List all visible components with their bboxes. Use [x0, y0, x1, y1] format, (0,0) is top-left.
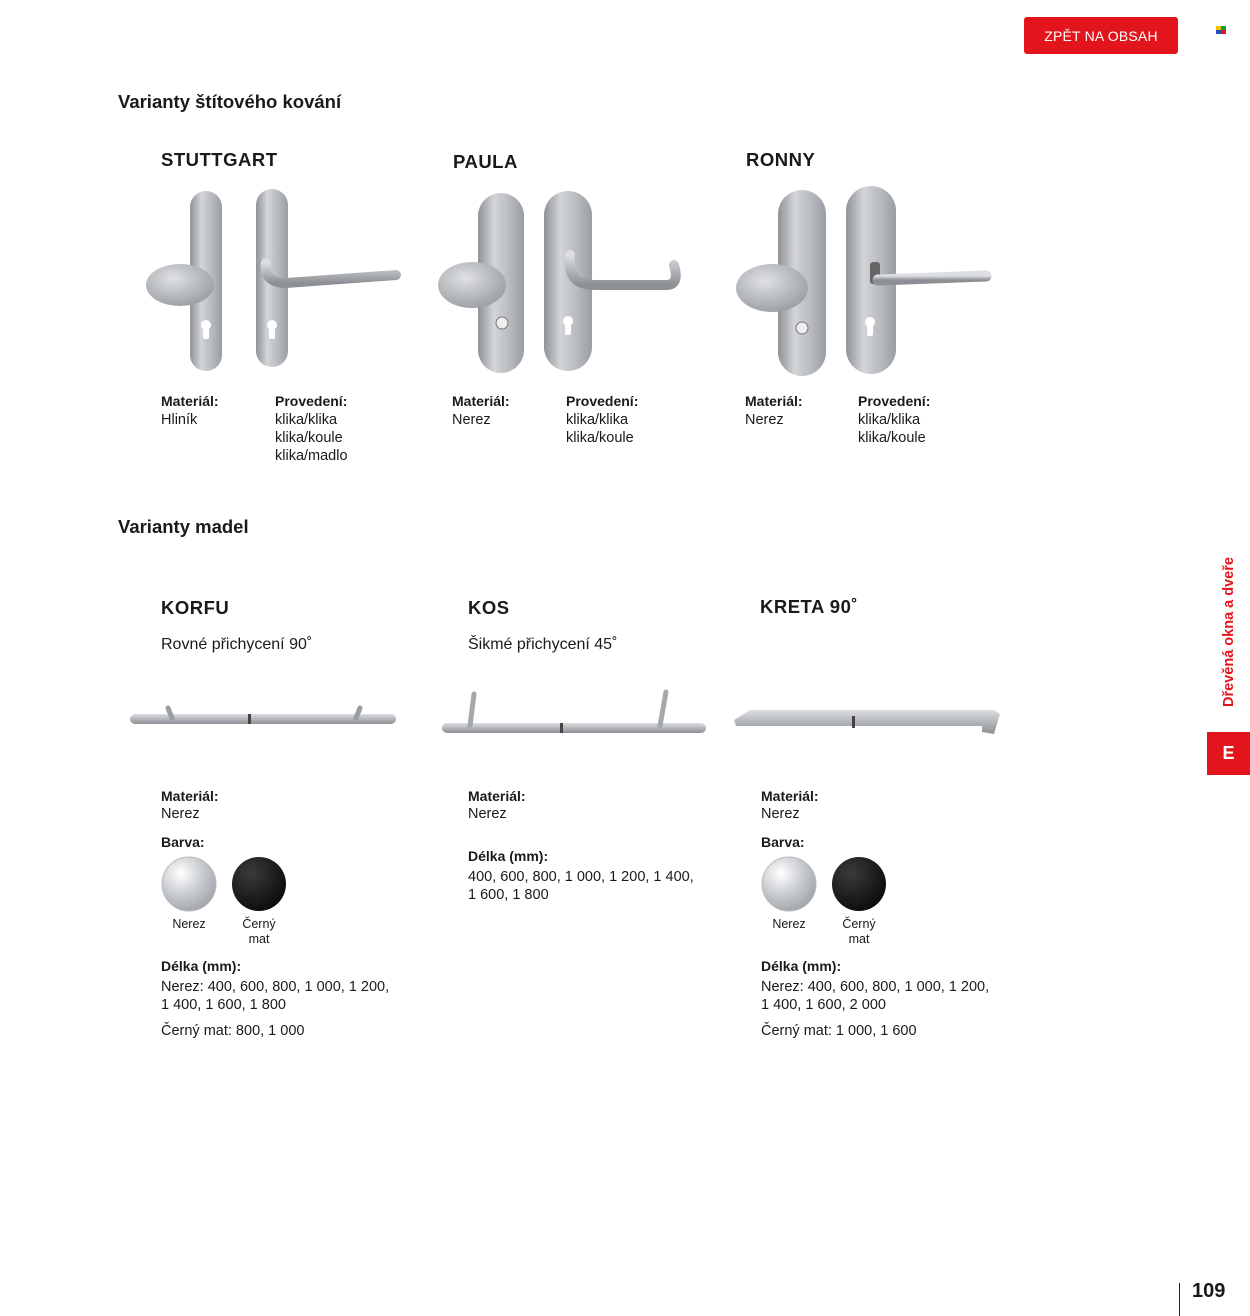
stuttgart-finish-2: klika/koule — [275, 430, 343, 446]
kreta-material-value: Nerez — [761, 806, 800, 822]
kreta-swatch-nerez-label: Nerez — [772, 917, 806, 931]
kreta-swatch-black — [831, 856, 887, 912]
ronny-finish-1: klika/klika — [858, 412, 921, 428]
kreta-swatch-nerez — [761, 856, 817, 912]
stuttgart-material-label: Materiál: — [161, 393, 219, 409]
korfu-swatch-black-label: Černý mat — [242, 917, 276, 946]
paula-finish-2: klika/koule — [566, 430, 634, 446]
product-title-stuttgart: STUTTGART — [161, 149, 278, 170]
ronny-material-value: Nerez — [745, 412, 784, 428]
korfu-mount-text: Rovné přichycení 90˚ — [161, 636, 313, 653]
kreta-length-nerez: Nerez: 400, 600, 800, 1 000, 1 200, — [761, 979, 990, 995]
kos-length-label: Délka (mm): — [468, 848, 549, 864]
kreta-handle-image — [732, 706, 1004, 738]
paula-hardware-image — [430, 185, 695, 380]
kreta-swatch-black-label: Černý mat — [842, 917, 876, 946]
kreta-length-black: Černý mat: 1 000, 1 600 — [761, 1023, 917, 1039]
ronny-hardware-image — [728, 182, 998, 382]
handles-section-title: Varianty madel — [118, 516, 249, 537]
product-title-paula: PAULA — [453, 151, 518, 172]
product-title-korfu: KORFU — [161, 597, 230, 618]
kreta-material-label: Materiál: — [761, 788, 819, 804]
kos-handle-image — [440, 686, 710, 742]
ronny-finish-label: Provedení: — [858, 393, 931, 409]
back-to-contents-button[interactable]: ZPĚT NA OBSAH — [1024, 17, 1178, 54]
kos-length-2: 1 600, 1 800 — [468, 887, 549, 903]
korfu-handle-image — [128, 700, 400, 740]
kos-material-value: Nerez — [468, 806, 507, 822]
page-number: 109 — [1192, 1280, 1226, 1302]
kreta-length-label: Délka (mm): — [761, 958, 842, 974]
kreta-color-label: Barva: — [761, 834, 805, 850]
kos-mount-text: Šikmé přichycení 45˚ — [468, 636, 618, 653]
korfu-material-label: Materiál: — [161, 788, 219, 804]
chapter-side-text: Dřevěná okna a dveře — [1221, 557, 1237, 707]
kos-material-label: Materiál: — [468, 788, 526, 804]
paula-finish-label: Provedení: — [566, 393, 639, 409]
korfu-swatch-nerez-label: Nerez — [172, 917, 206, 931]
ronny-finish-2: klika/koule — [858, 430, 926, 446]
page-number-divider — [1179, 1283, 1180, 1316]
product-title-ronny: RONNY — [746, 149, 816, 170]
korfu-swatch-nerez — [161, 856, 217, 912]
korfu-length-nerez-2: 1 400, 1 600, 1 800 — [161, 997, 286, 1013]
product-title-kos: KOS — [468, 597, 510, 618]
stuttgart-material-value: Hliník — [161, 412, 198, 428]
korfu-material-value: Nerez — [161, 806, 200, 822]
chapter-tab-e[interactable]: E — [1207, 732, 1250, 775]
color-mark-icon — [1216, 26, 1226, 34]
korfu-swatch-black — [231, 856, 287, 912]
stuttgart-hardware-image — [140, 185, 405, 380]
ronny-material-label: Materiál: — [745, 393, 803, 409]
stuttgart-finish-3: klika/madlo — [275, 448, 348, 464]
korfu-length-label: Délka (mm): — [161, 958, 242, 974]
kos-length-1: 400, 600, 800, 1 000, 1 200, 1 400, — [468, 869, 694, 885]
hardware-section-title: Varianty štítového kování — [118, 91, 342, 112]
product-title-kreta: KRETA 90˚ — [760, 596, 859, 617]
korfu-color-label: Barva: — [161, 834, 205, 850]
paula-material-value: Nerez — [452, 412, 491, 428]
paula-material-label: Materiál: — [452, 393, 510, 409]
korfu-length-black: Černý mat: 800, 1 000 — [161, 1023, 305, 1039]
korfu-length-nerez: Nerez: 400, 600, 800, 1 000, 1 200, — [161, 979, 390, 995]
stuttgart-finish-1: klika/klika — [275, 412, 338, 428]
stuttgart-finish-label: Provedení: — [275, 393, 348, 409]
paula-finish-1: klika/klika — [566, 412, 629, 428]
kreta-length-nerez-2: 1 400, 1 600, 2 000 — [761, 997, 886, 1013]
